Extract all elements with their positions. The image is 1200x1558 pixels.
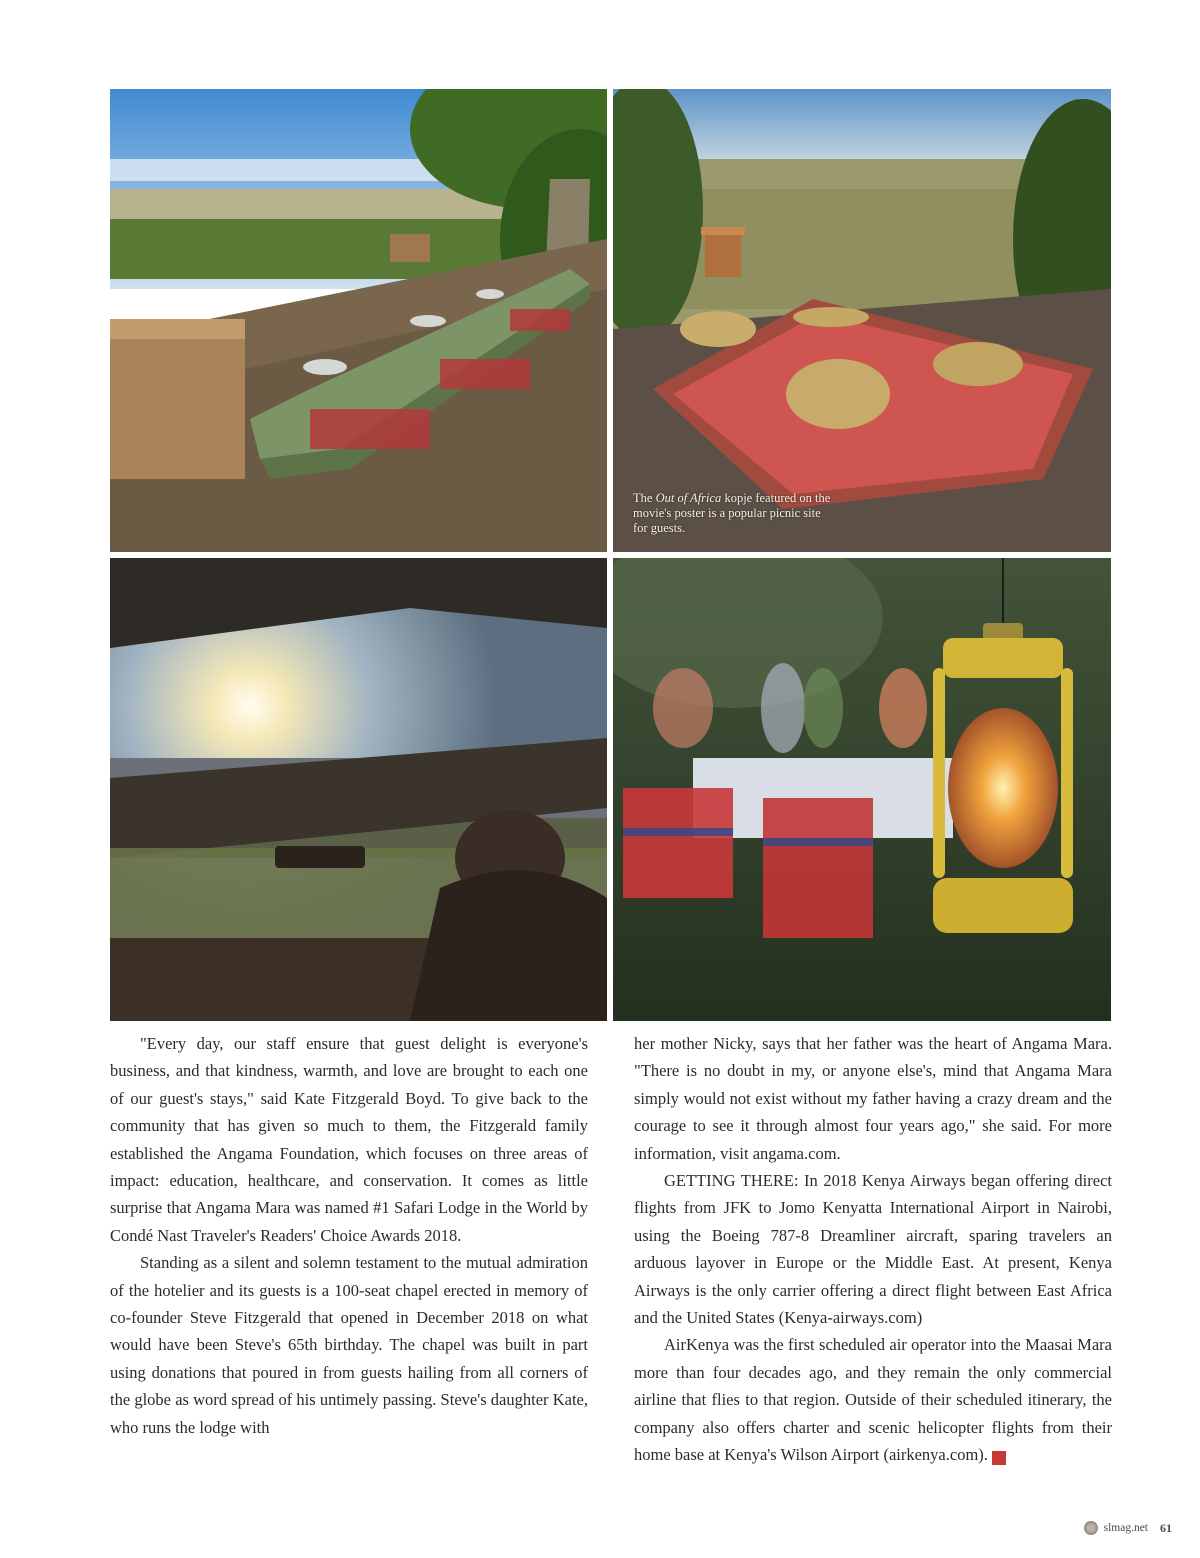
article-paragraph: GETTING THERE: In 2018 Kenya Airways began offering direct flights from JFK to Jomo Kenyatta International Airport in Nairobi, using the Boeing 787-8 Dreamliner aircraft, sparing travelers an arduous layover in Europe or the Middle East. At present, Kenya Airways is the only carrier offering a direct flight between East Africa and the United States (Kenya-airways.com) bbox=[634, 1171, 1112, 1328]
end-mark-icon: sl bbox=[992, 1451, 1006, 1465]
page-number: 61 bbox=[1160, 1520, 1172, 1535]
article-column-right bbox=[634, 1030, 1112, 1469]
article-paragraph: "Every day, our staff ensure that guest delight is everyone's business, and that kindness, warmth, and love are brought to each one of our guest's stays," said Kate Fitzgerald Boyd. To give back to the community that has given so much to them, the Fitzgerald family established the Angama Foundation, which focuses on three areas of impact: education, healthcare, and conservation. It comes as little surprise that Angama Mara was named #1 Safari Lodge in the World by Condé Nast Traveler's Readers' Choice Awards 2018. bbox=[110, 1034, 588, 1245]
footer-site: slmag.net bbox=[1103, 1522, 1148, 1534]
photo-terrace-dining bbox=[110, 89, 607, 552]
article-paragraph-last bbox=[634, 1331, 1112, 1468]
article-column-left bbox=[110, 1030, 588, 1441]
page-footer bbox=[1084, 1518, 1172, 1538]
photo-caption: The Out of Africa kopje featured on the movie's poster is a popular picnic site for guests. bbox=[633, 491, 831, 535]
article-paragraph: her mother Nicky, says that her father was the heart of Angama Mara. "There is no doubt in my, or anyone else's, mind that Angama Mara simply would not exist without my father having a crazy dream and the courage to see it through almost four years ago," she said. For more information, visit angama.com. bbox=[634, 1034, 1112, 1163]
article-paragraph-text: AirKenya was the first scheduled air operator into the Maasai Mara more than four decades ago, and they remain the only commercial airline that flies to that region. Outside of their scheduled itinerary, the company also offers charter and scenic helicopter flights from their home base at Kenya's Wilson Airport (airkenya.com). bbox=[634, 1335, 1112, 1465]
photo-safari-vehicle bbox=[110, 558, 607, 1021]
article-paragraph: Standing as a silent and solemn testament to the mutual admiration of the hotelier and its guests is a 100-seat chapel erected in memory of co-founder Steve Fitzgerald that opened in December 2018 on what would have been Steve's 65th birthday. The chapel was built in part using donations that poured in from guests hailing from all corners of the globe as word spread of his untimely passing. Steve's daughter Kate, who runs the lodge with bbox=[110, 1253, 588, 1437]
photo-kopje-picnic bbox=[613, 89, 1111, 552]
magazine-logo-icon bbox=[1084, 1521, 1098, 1535]
photo-lantern-dinner bbox=[613, 558, 1111, 1021]
